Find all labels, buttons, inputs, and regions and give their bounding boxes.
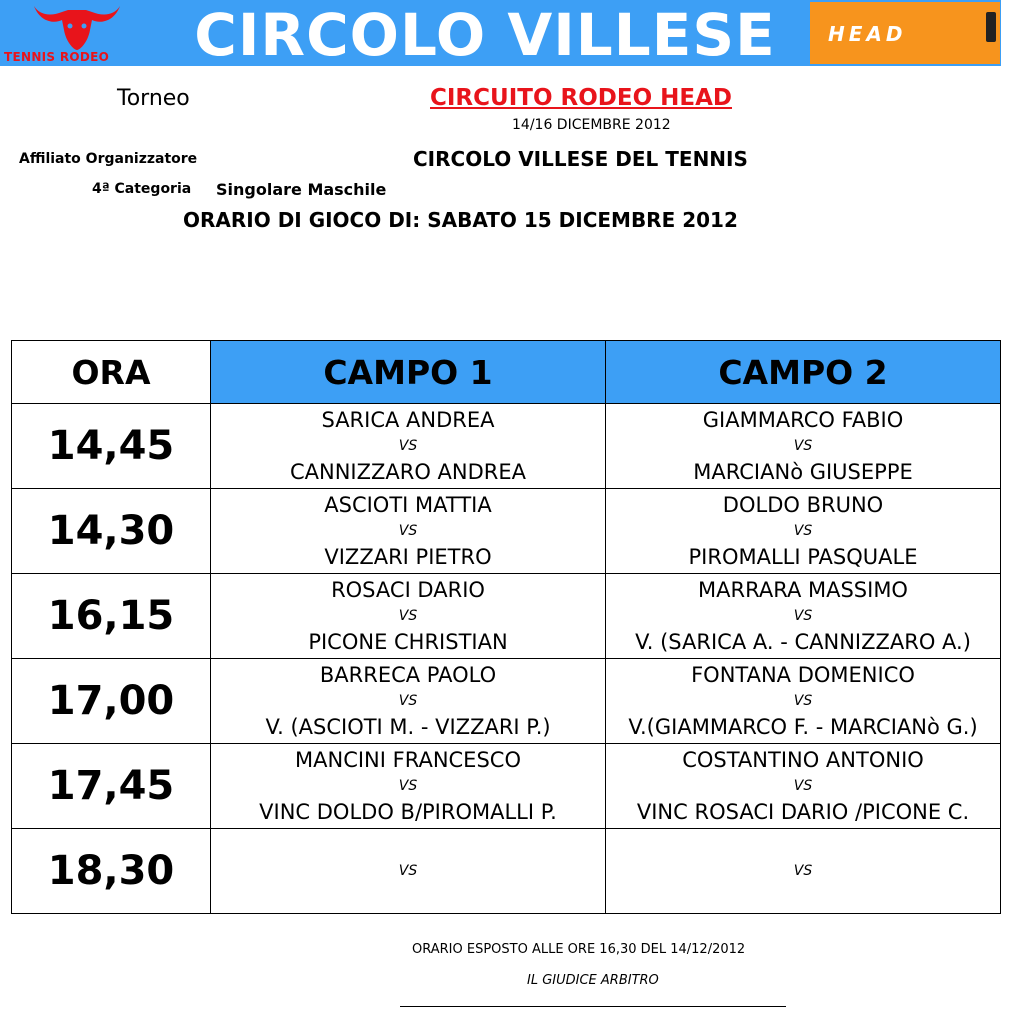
match-time: 16,15 [12, 574, 211, 659]
vs-label: VS [398, 693, 418, 709]
campo-2-match [606, 744, 1001, 829]
bull-head-icon [30, 0, 125, 52]
vs-label: VS [793, 608, 813, 624]
vs-label: VS [398, 608, 418, 624]
player-1: BARRECA PAOLO [319, 663, 497, 687]
table-row [12, 404, 1001, 489]
campo-2-match [606, 574, 1001, 659]
head-mark-icon [986, 12, 996, 42]
campo-1-match [211, 829, 606, 914]
player-2: PIROMALLI PASQUALE [688, 545, 918, 569]
posted-time-note: ORARIO ESPOSTO ALLE ORE 16,30 DEL 14/12/2012 [412, 942, 746, 957]
player-2: VINC ROSACI DARIO /PICONE C. [636, 800, 970, 824]
player-2: VIZZARI PIETRO [324, 545, 492, 569]
match-time: 18,30 [12, 829, 211, 914]
table-row [12, 574, 1001, 659]
campo-2-match [606, 659, 1001, 744]
player-2: V. (SARICA A. - CANNIZZARO A.) [635, 630, 971, 654]
player-1: GIAMMARCO FABIO [702, 408, 904, 432]
tournament-name: CIRCUITO RODEO HEAD [430, 85, 732, 111]
torneo-label: Torneo [117, 86, 190, 111]
event-type: Singolare Maschile [216, 180, 387, 199]
header-campo-2: CAMPO 2 [606, 341, 1001, 404]
vs-label: VS [398, 778, 418, 794]
vs-label: VS [398, 863, 418, 879]
signature-line [400, 1006, 786, 1007]
referee-label: IL GIUDICE ARBITRO [527, 973, 659, 988]
player-2: V.(GIAMMARCO F. - MARCIANò G.) [628, 715, 978, 739]
player-1: SARICA ANDREA [321, 408, 495, 432]
header-banner [0, 0, 1001, 69]
vs-label: VS [398, 523, 418, 539]
player-1: ROSACI DARIO [331, 578, 485, 602]
table-row [12, 659, 1001, 744]
match-time: 14,45 [12, 404, 211, 489]
campo-2-match [606, 404, 1001, 489]
vs-label: VS [793, 693, 813, 709]
category-label: 4ª Categoria [92, 181, 192, 197]
campo-1-match [211, 574, 606, 659]
table-row [12, 744, 1001, 829]
campo-1-match [211, 404, 606, 489]
player-2: PICONE CHRISTIAN [308, 630, 508, 654]
player-1: FONTANA DOMENICO [691, 663, 915, 687]
banner-title: CIRCOLO VILLESE [194, 1, 776, 69]
club-name: CIRCOLO VILLESE DEL TENNIS [413, 147, 748, 171]
tournament-dates: 14/16 DICEMBRE 2012 [512, 117, 671, 133]
header-ora: ORA [12, 341, 211, 404]
vs-label: VS [793, 778, 813, 794]
campo-2-match [606, 489, 1001, 574]
player-2: VINC DOLDO B/PIROMALLI P. [259, 800, 557, 824]
tennis-rodeo-logo [0, 0, 160, 66]
campo-1-match [211, 744, 606, 829]
player-1: DOLDO BRUNO [722, 493, 884, 517]
player-1: MARRARA MASSIMO [698, 578, 908, 602]
campo-2-match [606, 829, 1001, 914]
header-campo-1: CAMPO 1 [211, 341, 606, 404]
affiliato-label: Affiliato Organizzatore [19, 151, 198, 167]
player-2: CANNIZZARO ANDREA [289, 460, 527, 484]
schedule-title: ORARIO DI GIOCO DI: SABATO 15 DICEMBRE 2012 [183, 208, 738, 232]
player-1: ASCIOTI MATTIA [324, 493, 492, 517]
vs-label: VS [793, 863, 813, 879]
table-row [12, 489, 1001, 574]
head-logo-text: HEAD [828, 22, 907, 46]
match-time: 17,00 [12, 659, 211, 744]
player-2: MARCIANò GIUSEPPE [693, 460, 913, 484]
match-time: 14,30 [12, 489, 211, 574]
schedule-table [11, 340, 1001, 914]
schedule-header-row [12, 341, 1001, 404]
player-2: V. (ASCIOTI M. - VIZZARI P.) [265, 715, 551, 739]
vs-label: VS [793, 523, 813, 539]
campo-1-match [211, 489, 606, 574]
match-time: 17,45 [12, 744, 211, 829]
vs-label: VS [398, 438, 418, 454]
campo-1-match [211, 659, 606, 744]
player-1: COSTANTINO ANTONIO [682, 748, 924, 772]
table-row [12, 829, 1001, 914]
player-1: MANCINI FRANCESCO [295, 748, 521, 772]
tennis-rodeo-text: TENNIS RODEO [4, 50, 110, 64]
head-logo [810, 2, 1000, 64]
vs-label: VS [793, 438, 813, 454]
